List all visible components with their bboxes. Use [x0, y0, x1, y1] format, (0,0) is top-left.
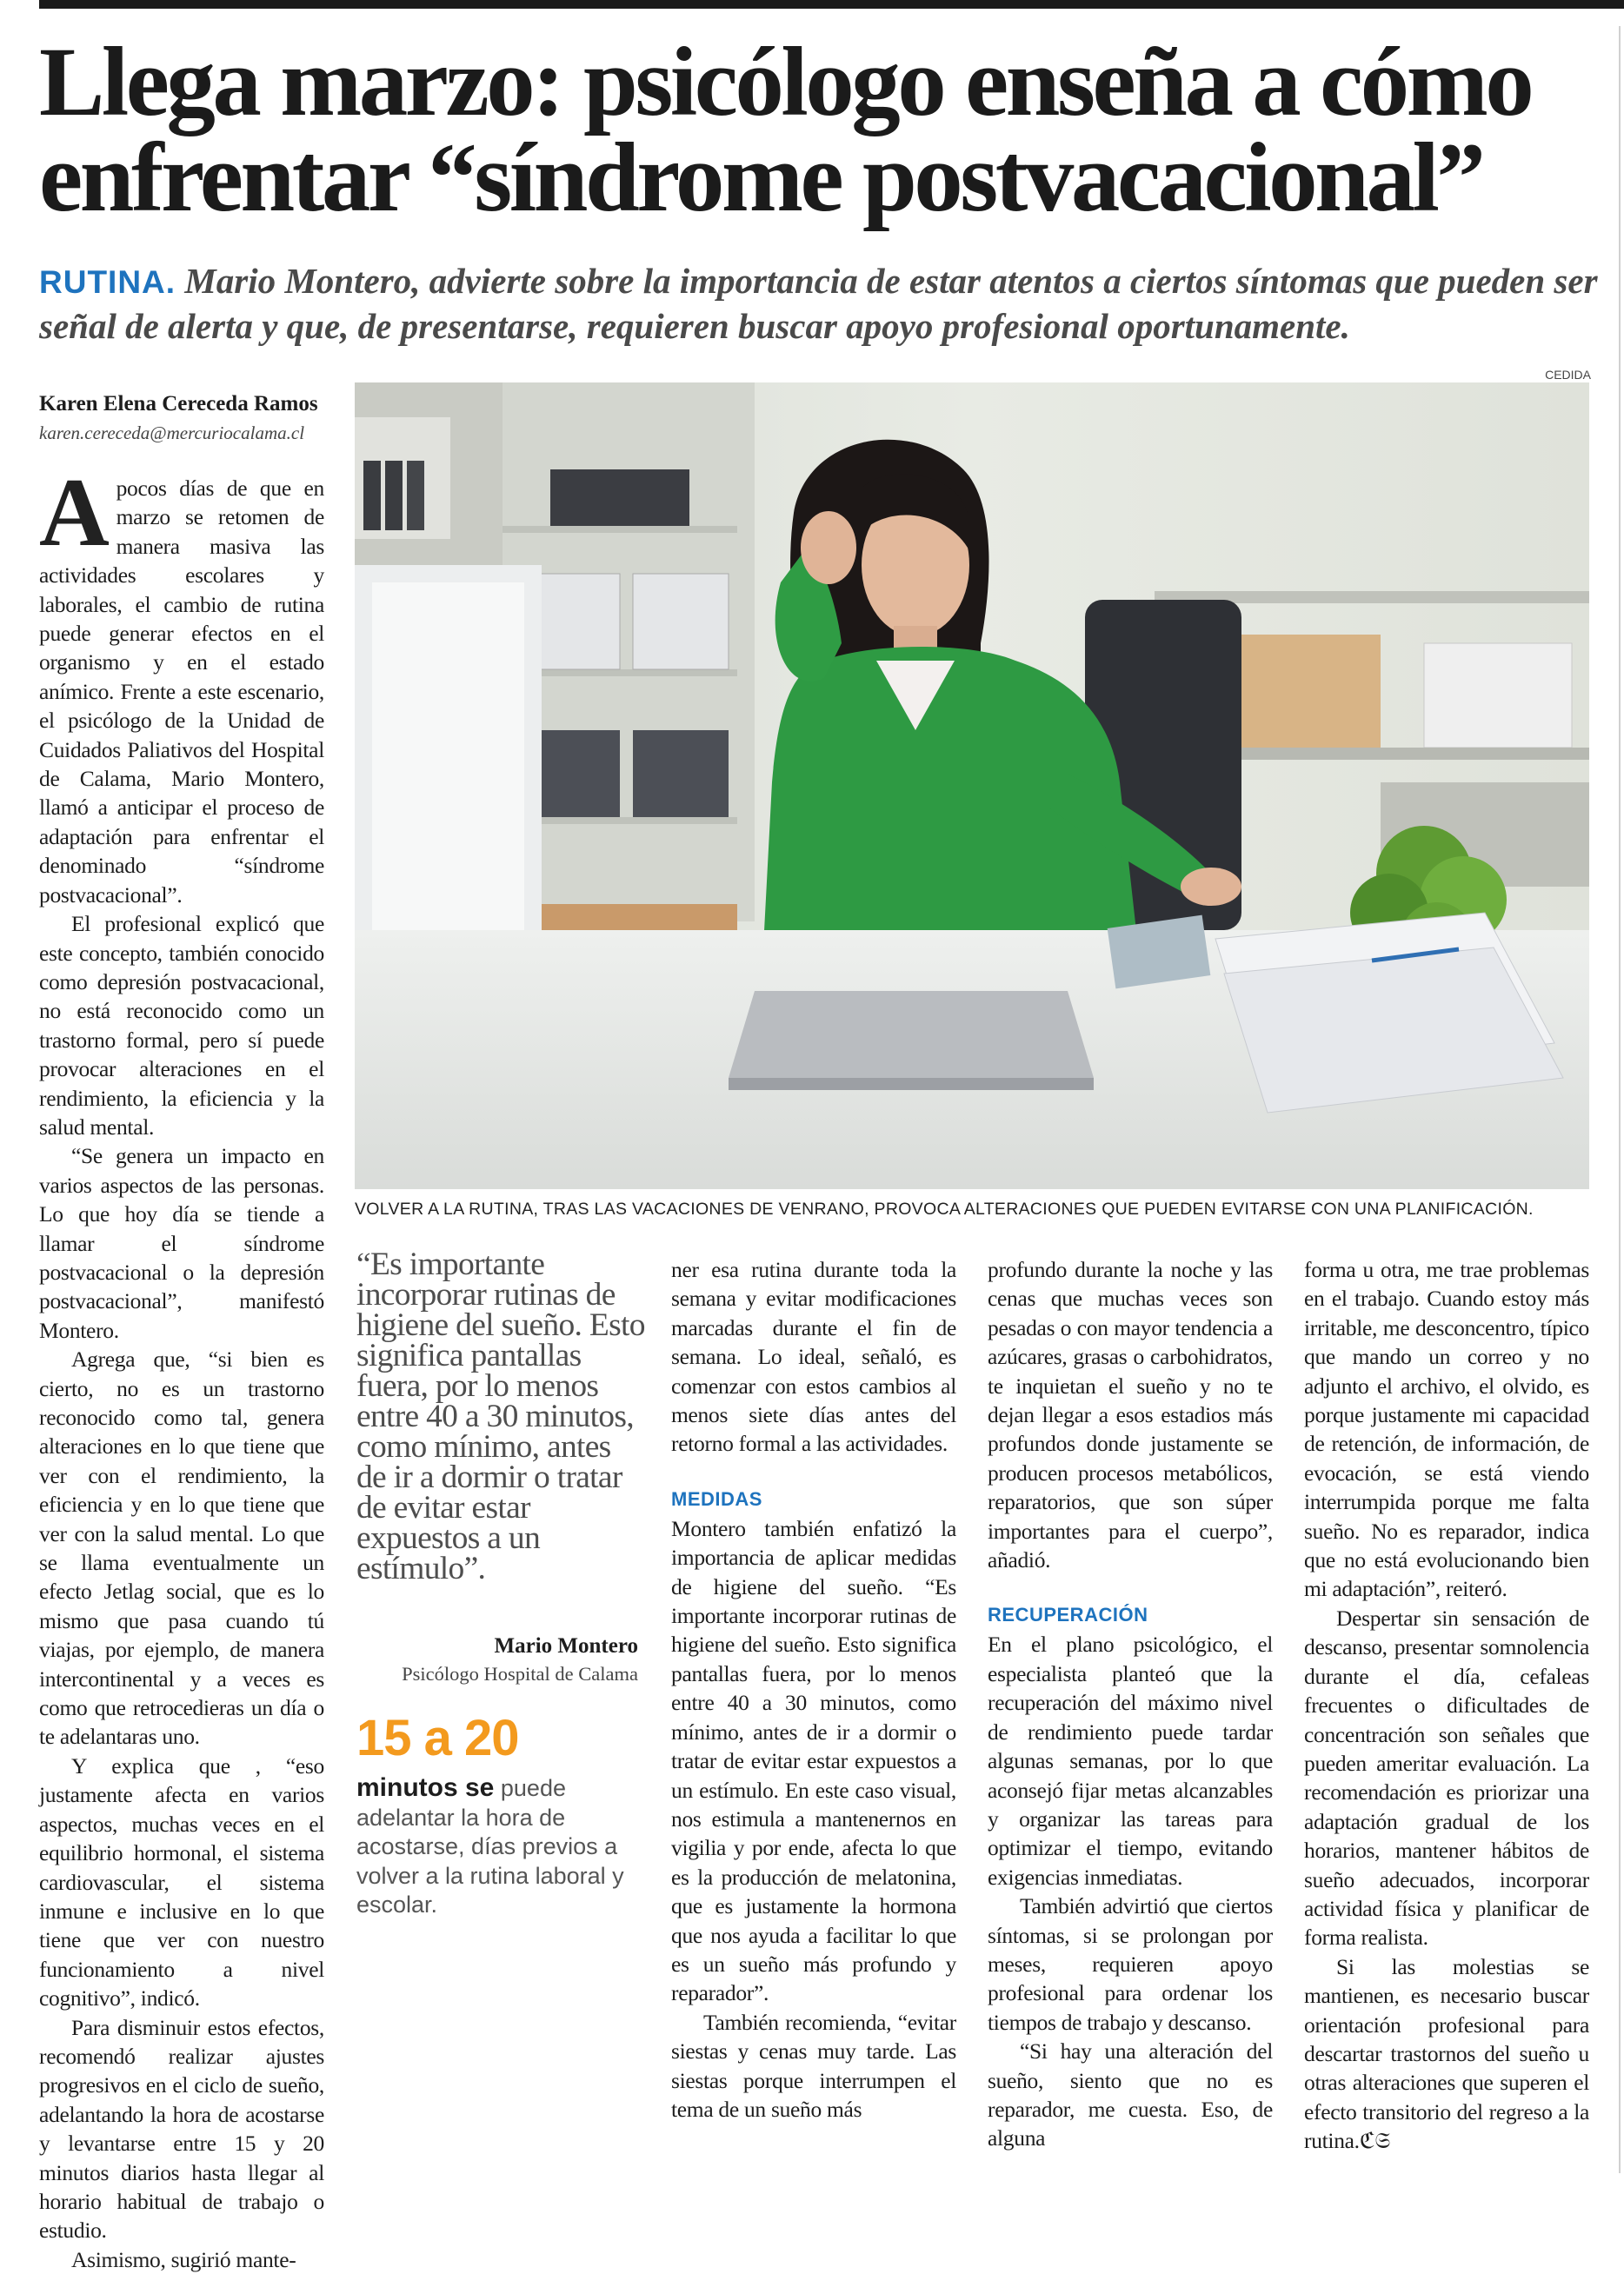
woman-at-desk-photo [355, 382, 1589, 1189]
pull-quote-name: Mario Montero [494, 1634, 638, 1658]
paragraph-text: Si las molestias se mantienen, es necesario buscar orientación profesional para descartar trastornos del sueño u otras alteraciones que superen el efecto transitorio del regreso a la rutina. [1304, 1953, 1589, 2154]
deck-text: Mario Montero, advierte sobre la importancia de estar atentos a ciertos síntomas que pueden ser señal de alerta y que, de presentarse, requieren buscar apoyo profesional oportunamente. [39, 261, 1598, 346]
article-photo [355, 382, 1589, 1189]
paragraph: También recomienda, “evitar siestas y cenas muy tarde. Las siestas porque interrumpen el tema de un sueño más [671, 2009, 956, 2122]
paragraph: Despertar sin sensación de descanso, presentar somnolencia durante el día, cefaleas frecuentes o dificultades de concentración son señales que pueden ameritar evaluación. La recomendación es priorizar una adaptación gradual de los horarios, mantener hábitos de sueño adecuados, incorporar actividad física y planificar de forma realista. [1304, 1605, 1589, 1951]
paragraph: profundo durante la noche y las cenas que muchas veces son pesadas o con mayor tendencia a azúcares, grasas o carbohidratos, te inquietan el sueño y no te dejan llegar a esos estadios más profundos donde justamente se producen procesos metabólicos, reparatorios, que son súper importantes para el cuerpo”, añadió. [988, 1257, 1273, 1573]
page-edge [1619, 26, 1621, 2173]
paragraph: Para disminuir estos efectos, recomendó realizar ajustes progresivos en el ciclo de sueño, adelantando la hora de acostarse y levantarse entre 15 y 20 minutos diarios hasta llegar al horario habitual de trabajo o estudio. [39, 2014, 324, 2244]
paragraph: ner esa rutina durante toda la semana y evitar modificaciones marcadas durante el fin de semana. Lo ideal, señaló, es comenzar con estos cambios al menos siete días antes del retorno formal a las actividades. [671, 1257, 956, 1457]
pull-quote: “Es importante incorporar rutinas de higiene del sueño. Esto significa pantallas fuera, por lo menos entre 40 a 30 minutos, como mínimo, antes de ir a dormir o tratar de evitar estar expuestos a un estímulo”. [356, 1247, 645, 1586]
paragraph: “Si hay una alteración del sueño, siento que no es reparador, me cuesta. Eso, de alguna [988, 2038, 1273, 2151]
paragraph: También advirtió que ciertos síntomas, si se prolongan por meses, requieren apoyo profesional para ordenar los tiempos de trabajo y descanso. [988, 1893, 1273, 2035]
byline [39, 389, 352, 447]
stat-number: 15 a 20 [356, 1710, 519, 1766]
paragraph: Asimismo, sugirió mante- [71, 2246, 296, 2272]
section-heading-medidas: MEDIDAS [671, 1487, 762, 1510]
paragraph [1304, 1952, 1589, 2156]
deck [39, 259, 1604, 349]
byline-author: Karen Elena Cereceda Ramos [39, 392, 318, 416]
column-5 [1304, 1255, 1589, 2156]
paragraph [39, 459, 324, 909]
deck-kicker: RUTINA. [39, 264, 176, 300]
column-3 [671, 1255, 956, 2124]
column-4 [988, 1255, 1273, 2153]
paragraph: El profesional explicó que este concepto, también conocido como depresión postvacacional, no está reconocido como un trastorno formal, pero sí puede provocar alteraciones en el rendimiento, la eficiencia y la salud mental. [39, 911, 324, 1140]
stat-body: puede adelantar la hora de acostarse, días previos a volver a la rutina laboral y escolar. [356, 1775, 624, 1918]
pull-quote-role: Psicólogo Hospital de Calama [402, 1663, 638, 1685]
paragraph-text: pocos días de que en marzo se retomen de manera masiva las actividades escolares y laborales, el cambio de rutina puede generar efectos en el organismo y en el estado anímico. Frente a este escenario, el psicólogo de la Unidad de Cuidados Paliativos del Hospital de Calama, Mario Montero, llamó a anticipar el proceso de adaptación para enfrentar el denominado “síndrome postvacacional”. [39, 475, 324, 908]
paragraph: Montero también enfatizó la importancia de aplicar medidas de higiene del sueño. “Es importante incorporar rutinas de higiene del sueño. Esto significa pantallas fuera, por lo menos entre 40 a 30 minutos, como mínimo, antes de ir a dormir o tratar de evitar estar expuestos a un estímulo. En este caso visual, nos estimula a mantenernos en vigilia y por ende, afecta lo que es la producción de melatonina, que es justamente la hormona que nos ayuda a facilitar lo que es un sueño más profundo y reparador”. [671, 1515, 956, 2006]
section-heading-recuperacion: RECUPERACIÓN [988, 1604, 1148, 1626]
stat-text [356, 1773, 643, 1920]
paragraph: forma u otra, me trae problemas en el trabajo. Cuando estoy más irritable, me desconcentro, típico que mando un correo y no adjunto el archivo, el olvido, es porque justamente mi capacidad de retención, de información, de evocación, se está viendo interrumpida porque me falta sueño. No es reparador, indica que no está evolucionando bien mi adaptación”, reiteró. [1304, 1257, 1589, 1602]
drop-cap: A [39, 459, 110, 567]
top-rule [39, 0, 1624, 9]
paragraph: En el plano psicológico, el especialista planteó que la recuperación del máximo nivel de rendimiento puede tardar algunas semanas, por lo que aconsejó fijar metas alcanzables y organizar las tareas para optimizar el tiempo, evitando exigencias inmediatas. [988, 1632, 1273, 1890]
paragraph: Y explica que , “eso justamente afecta en varios aspectos, muchas veces en el equilibrio hormonal, el sistema cardiovascular, el sistema inmune e inclusive en lo que tiene que ver con nuestro funcionamiento a nivel cognitivo”, indicó. [39, 1752, 324, 2011]
stat-lead: minutos se [356, 1773, 495, 1802]
paragraph: “Se genera un impacto en varios aspectos de las personas. Lo que hoy día se tiende a llamar el síndrome postvacacional o la depresión postvacacional”, manifestó Montero. [39, 1143, 324, 1343]
end-mark-icon: ℭ𝔖 [1359, 2128, 1390, 2154]
photo-caption: VOLVER A LA RUTINA, TRAS LAS VACACIONES DE VENRANO, PROVOCA ALTERACIONES QUE PUEDEN EVITARSE CON UNA PLANIFICACIÓN. [355, 1200, 1534, 1219]
photo-credit: CEDIDA [1545, 368, 1591, 382]
headline: Llega marzo: psicólogo enseña a cómo enfrentar “síndrome postvacacional” [39, 28, 1532, 232]
column-1 [39, 459, 324, 2274]
byline-email: karen.cereceda@mercuriocalama.cl [39, 422, 305, 443]
paragraph: Agrega que, “si bien es cierto, no es un trastorno reconocido como tal, genera alteraciones en lo que tiene que ver con el rendimiento, la eficiencia y en lo que tiene que ver con la salud mental. Lo que se llama eventualmente un efecto Jetlag social, que es lo mismo que pasa cuando tú viajas, por ejemplo, de manera intercontinental y a veces es como que retrocedieras un día o te adelantaras uno. [39, 1346, 324, 1750]
